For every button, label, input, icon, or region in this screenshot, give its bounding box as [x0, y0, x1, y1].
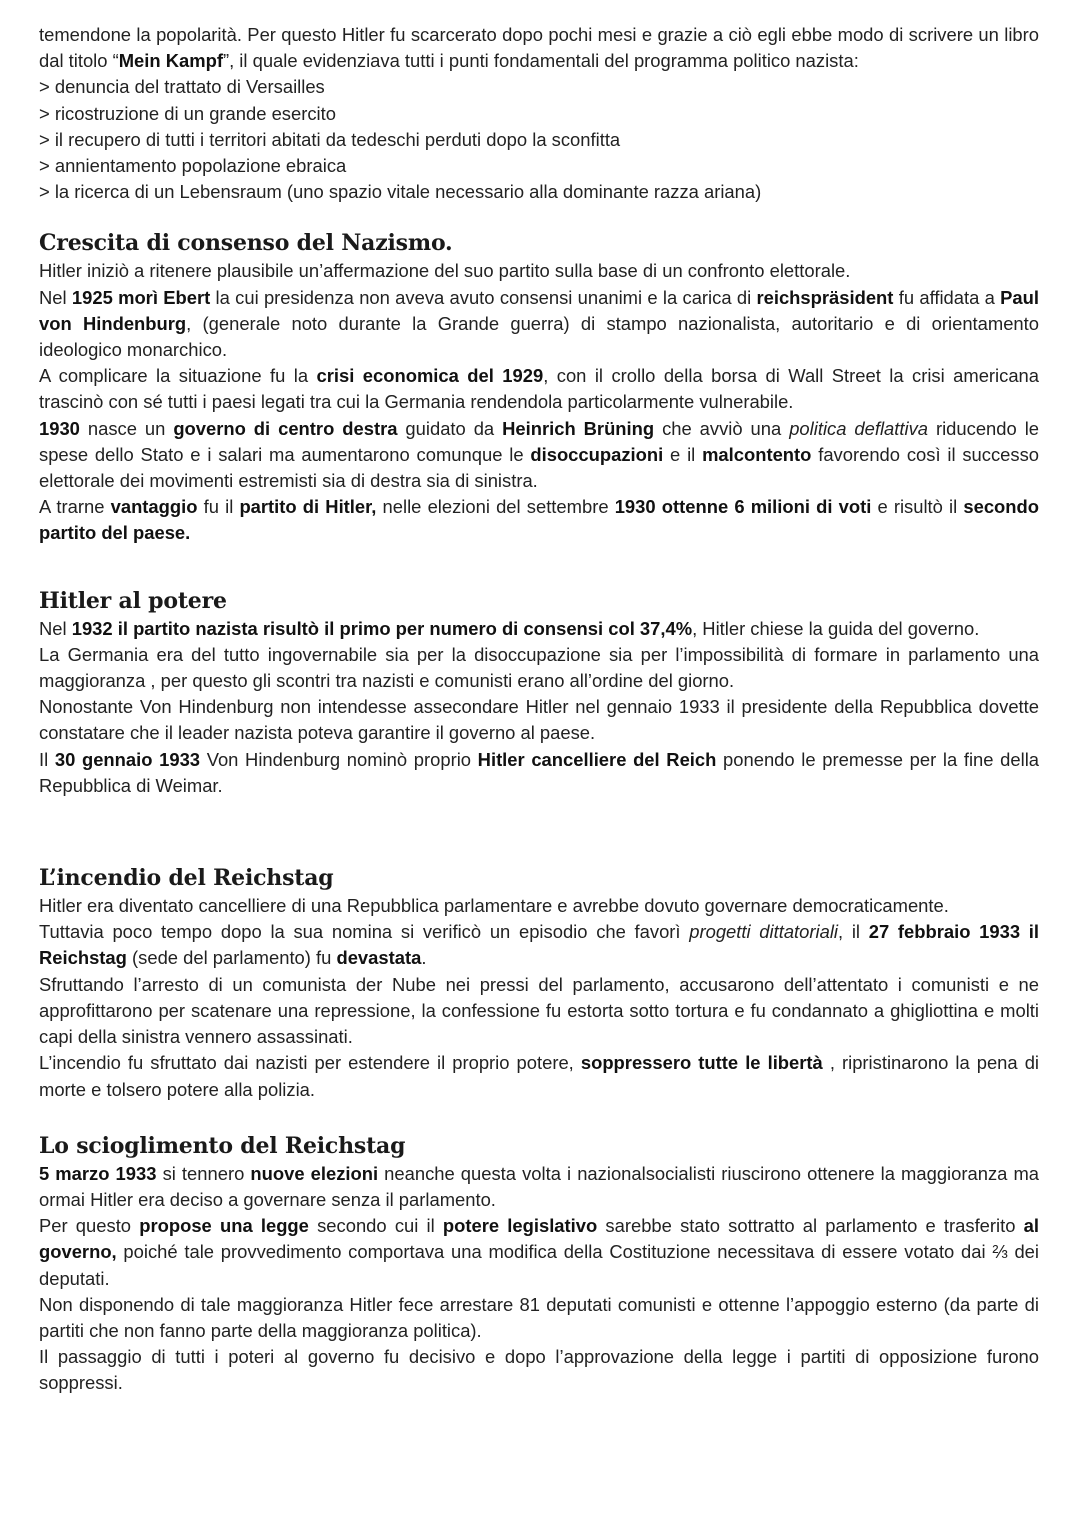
section-heading-incendio: L’incendio del Reichstag	[39, 865, 334, 892]
bold-text: 1930 ottenne 6 milioni di voti	[614, 496, 872, 518]
paragraph	[39, 494, 1039, 546]
text-run: Tuttavia poco tempo dopo la sua nomina si verificò un episodio che favorì	[39, 921, 690, 943]
text-run: Il	[39, 748, 55, 770]
intro-lead-text-end: ”, il quale evidenziava tutti i punti fondamentali del programma politico nazista:	[222, 50, 859, 72]
text-run: neanche questa volta i nazionalsocialisti riuscirono ottenere la maggioranza ma ormai Hitler era deciso a governare senza il parlamento.	[39, 1162, 1040, 1210]
text-run: riducendo le spese dello Stato e i salari ma aumentarono comunque le	[39, 417, 1040, 465]
bold-text: malcontento	[702, 443, 812, 465]
intro-paragraph	[39, 22, 1039, 74]
text-run: (sede del parlamento) fu	[126, 947, 337, 969]
bold-text: propose una legge	[139, 1215, 309, 1237]
paragraph: Il passaggio di tutti i poteri al governo fu decisivo e dopo l’approvazione della legge i partiti di opposizione furono soppressi.	[39, 1346, 1039, 1394]
bold-text: Hitler cancelliere del Reich	[477, 748, 717, 770]
text-run: Per questo	[39, 1215, 140, 1237]
paragraph: Non disponendo di tale maggioranza Hitler fece arrestare 81 deputati comunisti e ottenne l’appoggio esterno (da parte di partiti che non fanno parte della maggioranza politica).	[39, 1293, 1039, 1341]
text-run: A trarne	[39, 496, 111, 518]
bold-text: Paul von Hindenburg	[39, 286, 1039, 334]
paragraph	[39, 1213, 1039, 1292]
text-run: si tennero	[156, 1162, 251, 1184]
document-page	[39, 22, 1039, 1397]
bold-text: secondo partito del paese.	[39, 496, 1039, 544]
intro-lead-text: temendone la popolarità. Per questo Hitler fu scarcerato dopo pochi mesi e grazie a ciò egli ebbe modo di scrivere un libro dal titolo “	[39, 24, 1039, 72]
section-heading-scioglimento: Lo scioglimento del Reichstag	[39, 1132, 406, 1159]
text-run: Von Hindenburg nominò proprio	[200, 748, 478, 770]
text-run: A complicare la situazione fu la	[39, 365, 317, 387]
text-run: .	[421, 947, 427, 969]
list-item: > la ricerca di un Lebensraum (uno spazio vitale necessario alla dominante razza ariana)	[39, 181, 762, 203]
bold-text: 30 gennaio 1933	[54, 748, 201, 770]
text-run: favorendo così il successo elettorale dei movimenti estremisti sia di destra sia di sinistra.	[39, 443, 1040, 492]
bold-text: al governo,	[39, 1215, 1039, 1263]
text-run: guidato da	[397, 417, 503, 439]
bold-text: disoccupazioni	[530, 443, 664, 465]
text-run: la cui presidenza non aveva avuto consensi unanimi e la carica di	[210, 286, 757, 308]
text-run: sarebbe stato sottratto al parlamento e trasferito	[597, 1215, 1024, 1237]
bold-text: 1925 morì Ebert	[71, 286, 211, 308]
text-run: , con il crollo della borsa di Wall Street la crisi americana trascinò con sé tutti i paesi legati tra cui la Germania rendendola particolarmente vulnerabile.	[39, 365, 1040, 413]
bold-text: reichspräsident	[756, 286, 894, 308]
bold-text: partito di Hitler,	[239, 496, 377, 518]
paragraph: Nonostante Von Hindenburg non intendesse assecondare Hitler nel gennaio 1933 il presidente della Repubblica dovette constatare che il leader nazista poteva garantire il governo al paese.	[39, 696, 1039, 744]
bold-text: devastata	[336, 947, 422, 969]
text-run: fu affidata a	[893, 286, 1001, 308]
text-run: Nel	[39, 286, 72, 308]
paragraph	[39, 363, 1039, 415]
paragraph: Hitler iniziò a ritenere plausibile un’affermazione del suo partito sulla base di un confronto elettorale.	[39, 260, 851, 282]
list-item: > ricostruzione di un grande esercito	[39, 102, 336, 124]
text-run: fu il	[197, 496, 240, 518]
paragraph: Sfruttando l’arresto di un comunista der Nube nei pressi del parlamento, accusarono dell’attentato i comunisti e ne approfittarono per scatenare una repressione, la confessione fu estorta sotto tortura e fu condannato a ghigliottina e molti capi della sinistra vennero assassinati.	[39, 973, 1039, 1048]
bold-text: crisi economica del 1929	[316, 365, 544, 387]
bold-text: 27 febbraio 1933 il Reichstag	[39, 921, 1039, 969]
bold-text: soppressero tutte le libertà	[580, 1052, 823, 1074]
paragraph	[39, 1161, 1039, 1213]
bold-text: 1932 il partito nazista risultò il primo per numero di consensi col 37,4%	[71, 617, 693, 639]
bold-text: potere legislativo	[442, 1215, 598, 1237]
list-item: > annientamento popolazione ebraica	[39, 155, 347, 177]
paragraph: Hitler era diventato cancelliere di una Repubblica parlamentare e avrebbe dovuto governare democraticamente.	[39, 895, 949, 917]
text-run: nelle elezioni del settembre	[376, 496, 615, 518]
bold-text: vantaggio	[110, 496, 198, 518]
section-heading-crescita: Crescita di consenso del Nazismo.	[39, 230, 453, 257]
bold-text: Heinrich Brüning	[502, 417, 655, 439]
text-run: , il	[838, 921, 869, 943]
paragraph	[39, 1050, 1039, 1102]
text-run: Nel	[39, 617, 72, 639]
text-run: , (generale noto durante la Grande guerra) di stampo nazionalista, autoritario e di orientamento ideologico monarchico.	[39, 312, 1039, 361]
text-run: e il	[663, 443, 703, 465]
program-points-list	[39, 74, 1039, 205]
bold-text: 1930	[39, 417, 80, 439]
text-run: poiché tale provvedimento comportava una modifica della Costituzione necessitava di essere votato dai ⅔ dei deputati.	[39, 1241, 1039, 1289]
paragraph	[39, 616, 1039, 642]
paragraph: La Germania era del tutto ingovernabile sia per la disoccupazione sia per l’impossibilità di formare in parlamento una maggioranza , per questo gli scontri tra nazisti e comunisti erano all’ordine del giorno.	[39, 643, 1039, 692]
paragraph	[39, 919, 1039, 971]
text-run: e risultò il	[871, 496, 964, 518]
text-run: L’incendio fu sfruttato dai nazisti per estendere il proprio potere,	[39, 1052, 581, 1074]
section-heading-hitler-al-potere: Hitler al potere	[39, 587, 227, 614]
bold-text: governo di centro destra	[173, 417, 398, 439]
bold-text: 5 marzo 1933	[39, 1162, 157, 1184]
paragraph	[39, 416, 1039, 495]
list-item: > il recupero di tutti i territori abitati da tedeschi perduti dopo la sconfitta	[39, 128, 621, 150]
list-item: > denuncia del trattato di Versailles	[39, 76, 325, 98]
paragraph	[39, 285, 1039, 364]
italic-text: progetti dittatoriali	[689, 921, 839, 943]
text-run: secondo cui il	[308, 1215, 443, 1237]
paragraph	[39, 747, 1039, 799]
bold-text: nuove elezioni	[250, 1162, 379, 1184]
text-run: ponendo le premesse per la fine della Repubblica di Weimar.	[39, 748, 1040, 796]
text-run: , Hitler chiese la guida del governo.	[692, 617, 980, 639]
text-run: , ripristinarono la pena di morte e tolsero potere alla polizia.	[39, 1052, 1040, 1100]
italic-text: politica deflattiva	[789, 417, 929, 439]
text-run: che avviò una	[654, 417, 790, 439]
book-title: Mein Kampf	[118, 50, 223, 72]
text-run: nasce un	[79, 417, 174, 439]
